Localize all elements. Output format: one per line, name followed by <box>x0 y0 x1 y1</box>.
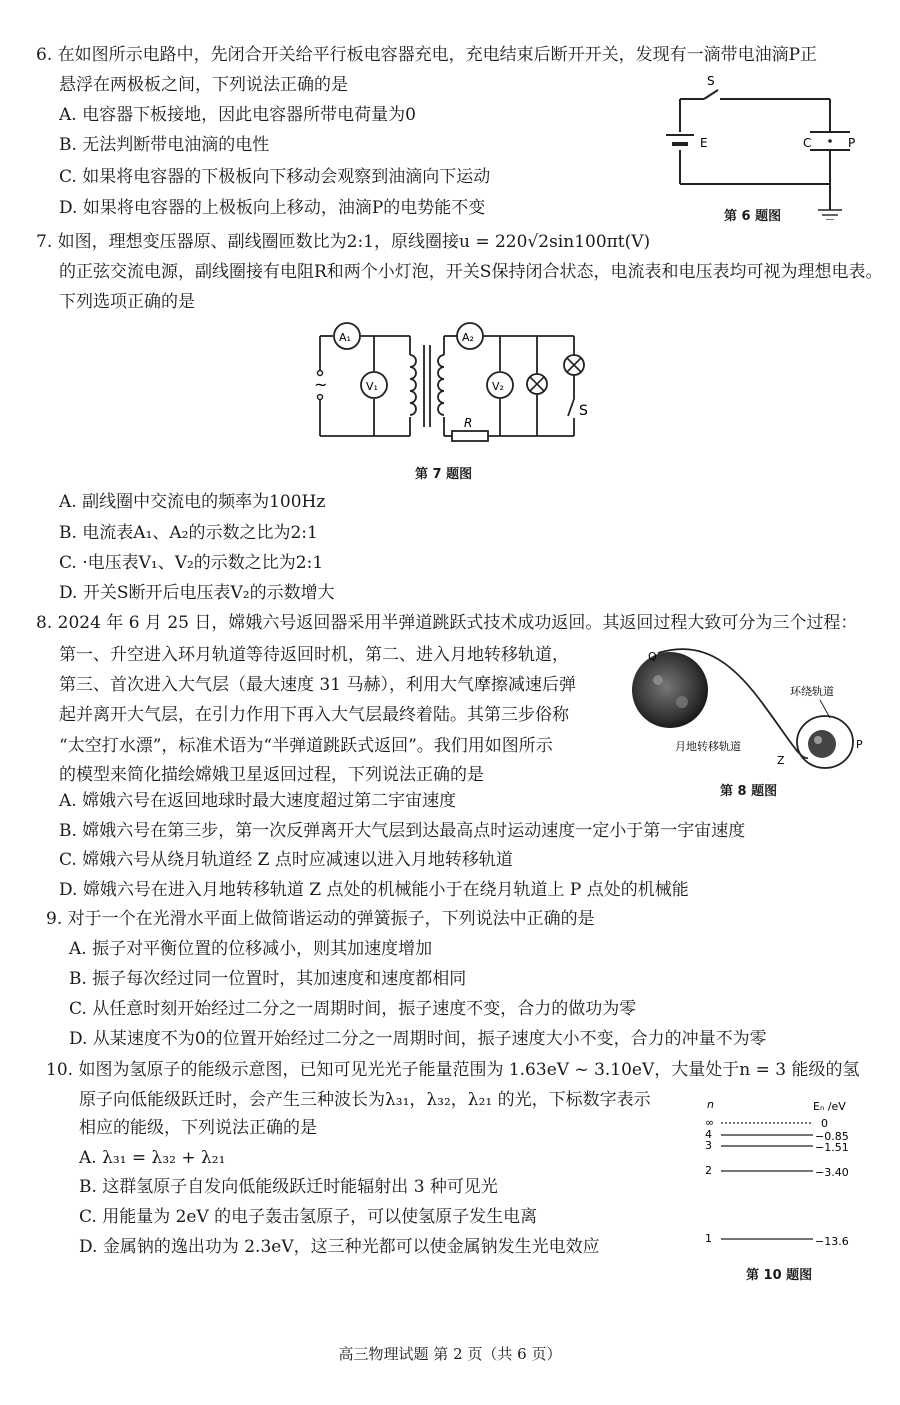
svg-text:−1.51: −1.51 <box>815 1141 849 1154</box>
q8-orbit-figure <box>630 640 880 775</box>
voltmeter-v1-label: V₁ <box>366 380 378 393</box>
oil-drop-label: P <box>848 136 856 150</box>
switch-s-label: S <box>579 403 588 419</box>
svg-text:−13.6: −13.6 <box>815 1235 849 1248</box>
q8-stem-line1: 8. 2024 年 6 月 25 日，嫦娥六号返回器采用半弹道跳跃式技术成功返回。其返回过程大致可分为三个过程： <box>36 613 858 633</box>
q10-option-b: B. 这群氢原子自发向低能级跃迁时能辐射出 3 种可见光 <box>79 1177 498 1197</box>
level-3 <box>705 1139 849 1154</box>
q10-option-a: A. λ₃₁ = λ₃₂ + λ₂₁ <box>79 1148 226 1168</box>
q10-stem-line1: 10. 如图为氢原子的能级示意图，已知可见光光子能量范围为 1.63eV ~ 3.10eV，大量处于n = 3 能级的氢 <box>46 1060 860 1080</box>
q7-option-b: B. 电流表A₁、A₂的示数之比为2:1 <box>59 523 318 543</box>
q9-option-c: C. 从任意时刻开始经过二分之一周期时间，振子速度不变，合力的做功为零 <box>69 999 637 1019</box>
switch-label: S <box>707 74 715 88</box>
q7-option-d: D. 开关S断开后电压表V₂的示数增大 <box>59 583 335 603</box>
svg-text:−0.85: −0.85 <box>815 1130 849 1143</box>
ac-source-symbol: ~ <box>314 375 328 394</box>
q7-stem-line2: 的正弦交流电源，副线圈接有电阻R和两个小灯泡，开关S保持闭合状态，电流表和电压表均可视为理想电表。 <box>59 262 883 282</box>
svg-text:−3.40: −3.40 <box>815 1166 849 1179</box>
point-z-label: Z <box>777 754 785 767</box>
q8-option-c: C. 嫦娥六号从绕月轨道经 Z 点时应减速以进入月地转移轨道 <box>59 850 513 870</box>
svg-text:0: 0 <box>821 1117 828 1130</box>
q7-figure-caption: 第 7 题图 <box>415 467 473 482</box>
resistor-r <box>452 431 488 441</box>
ammeter-a1-label: A₁ <box>339 331 351 344</box>
q8-option-a: A. 嫦娥六号在返回地球时最大速度超过第二宇宙速度 <box>59 791 457 811</box>
q6-option-b: B. 无法判断带电油滴的电性 <box>59 135 270 155</box>
q8-option-b: B. 嫦娥六号在第三步，第一次反弹离开大气层到达最高点时运动速度一定小于第一宇宙速度 <box>59 821 746 841</box>
page-footer: 高三物理试题 第 2 页（共 6 页） <box>338 1345 562 1363</box>
q6-stem-line1: 6. 在如图所示电路中，先闭合开关给平行板电容器充电，充电结束后断开开关，发现有一滴带电油滴P正 <box>36 45 818 65</box>
q6-circuit-figure <box>660 70 870 220</box>
source-terminal-bottom <box>318 395 323 400</box>
q8-stem-line3: 第三、首次进入大气层（最大速度 31 马赫），利用大气摩擦减速后弹 <box>59 675 576 695</box>
resistor-label: R <box>464 416 473 430</box>
q10-stem-line2: 原子向低能级跃迁时，会产生三种波长为λ₃₁，λ₃₂，λ₂₁ 的光，下标数字表示 <box>79 1090 651 1110</box>
q10-stem-line3: 相应的能级，下列说法正确的是 <box>79 1118 317 1138</box>
q8-figure-caption: 第 8 题图 <box>720 784 778 799</box>
header-energy: Eₙ /eV <box>813 1100 846 1113</box>
q10-figure-caption: 第 10 题图 <box>746 1268 813 1283</box>
voltmeter-v2-label: V₂ <box>492 380 504 393</box>
level-2 <box>705 1164 849 1179</box>
level-1 <box>705 1232 849 1248</box>
q6-option-d: D. 如果将电容器的上极板向上移动，油滴P的电势能不变 <box>59 198 486 218</box>
q8-stem-line5: “太空打水漂”，标准术语为“半弹道跳跃式返回”。我们用如图所示 <box>59 736 553 756</box>
header-n: n <box>707 1098 714 1111</box>
svg-text:3: 3 <box>705 1139 712 1152</box>
orbit-label: 环绕轨道 <box>790 685 834 698</box>
oil-drop <box>828 139 832 143</box>
q10-option-d: D. 金属钠的逸出功为 2.3eV，这三种光都可以使金属钠发生光电效应 <box>79 1237 600 1257</box>
level-inf <box>705 1116 828 1130</box>
q10-option-c: C. 用能量为 2eV 的电子轰击氢原子，可以使氢原子发生电离 <box>79 1207 538 1227</box>
q9-option-d: D. 从某速度不为0的位置开始经过二分之一周期时间，振子速度大小不变，合力的冲量不为零 <box>69 1029 767 1049</box>
lamp-1 <box>527 374 547 394</box>
svg-text:1: 1 <box>705 1232 712 1245</box>
point-q-label: Q <box>648 650 657 663</box>
q7-option-c: C. ·电压表V₁、V₂的示数之比为2:1 <box>59 553 324 573</box>
svg-text:∞: ∞ <box>705 1116 715 1129</box>
moon <box>808 730 836 758</box>
q9-option-b: B. 振子每次经过同一位置时，其加速度和速度都相同 <box>69 969 467 989</box>
q9-option-a: A. 振子对平衡位置的位移减小，则其加速度增加 <box>69 939 433 959</box>
q7-option-a: A. 副线圈中交流电的频率为100Hz <box>59 492 326 512</box>
q8-stem-line2: 第一、升空进入环月轨道等待返回时机，第二、进入月地转移轨道， <box>59 645 569 665</box>
q6-stem-line2: 悬浮在两极板之间，下列说法正确的是 <box>59 75 348 95</box>
q10-energy-level-diagram <box>695 1092 875 1252</box>
earth <box>632 652 708 728</box>
q6-figure-caption: 第 6 题图 <box>724 209 782 224</box>
q7-stem-line1: 7. 如图，理想变压器原、副线圈匝数比为2:1，原线圈接u = 220√2sin100πt(V) <box>36 232 651 252</box>
q7-stem-line3: 下列选项正确的是 <box>59 292 195 312</box>
q6-option-a: A. 电容器下板接地，因此电容器所带电荷量为0 <box>59 105 416 125</box>
q9-stem-line1: 9. 对于一个在光滑水平面上做简谐运动的弹簧振子，下列说法中正确的是 <box>46 909 595 929</box>
svg-text:2: 2 <box>705 1164 712 1177</box>
transfer-orbit-label: 月地转移轨道 <box>675 740 741 753</box>
q8-option-d: D. 嫦娥六号在进入月地转移轨道 Z 点处的机械能小于在绕月轨道上 P 点处的机械能 <box>59 880 689 900</box>
point-p-label: P <box>856 738 863 751</box>
q6-option-c: C. 如果将电容器的下极板向下移动会观察到油滴向下运动 <box>59 167 491 187</box>
battery-label: E <box>700 136 708 150</box>
q8-stem-line4: 起并离开大气层，在引力作用下再入大气层最终着陆。其第三步俗称 <box>59 705 569 725</box>
q7-transformer-circuit-figure <box>300 315 600 455</box>
svg-text:4: 4 <box>705 1128 712 1141</box>
q8-stem-line6: 的模型来简化描绘嫦娥卫星返回过程，下列说法正确的是 <box>59 765 484 785</box>
ammeter-a2-label: A₂ <box>462 331 474 344</box>
capacitor-label: C <box>803 136 812 150</box>
lamp-2 <box>564 355 584 375</box>
